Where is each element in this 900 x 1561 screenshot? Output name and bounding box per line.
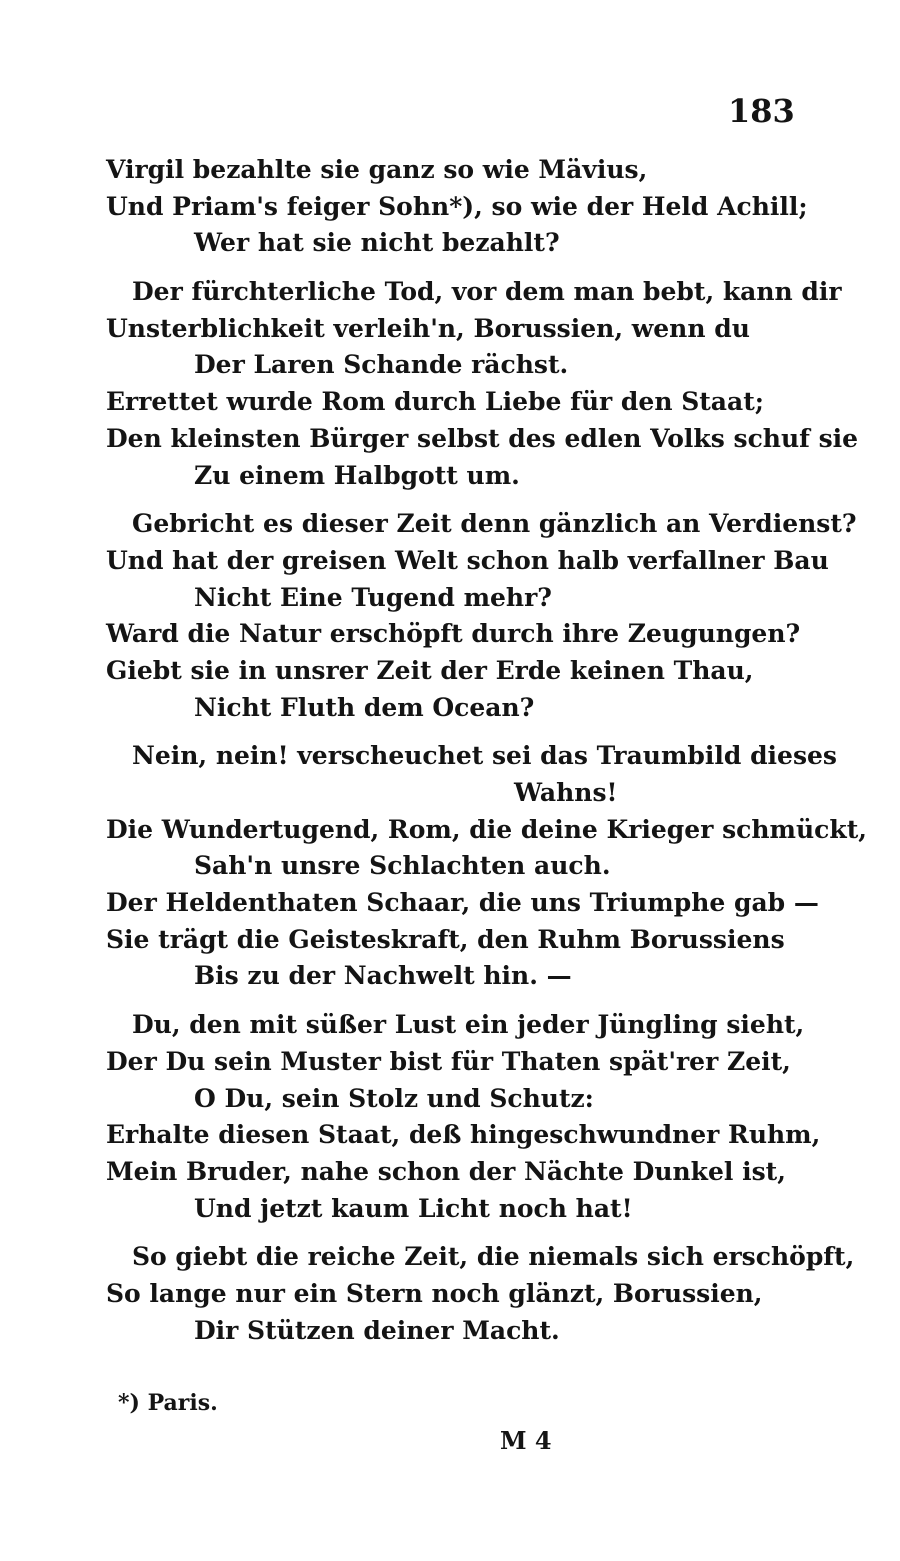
poem-line: So lange nur ein Stern noch glänzt, Borussien,	[106, 1278, 763, 1308]
poem-line: Unsterblichkeit verleih'n, Borussien, wenn du	[106, 313, 750, 343]
footnote: *) Paris.	[118, 1390, 218, 1416]
poem-line: Wahns!	[514, 778, 618, 807]
poem-line: Nicht Eine Tugend mehr?	[194, 582, 552, 612]
poem-line: Giebt sie in unsrer Zeit der Erde keinen Thau,	[106, 655, 754, 685]
stanza	[106, 152, 806, 262]
poem-line: Und Priam's feiger Sohn*), so wie der Held Achill;	[106, 191, 808, 221]
poem-line: Den kleinsten Bürger selbst des edlen Volks schuf sie	[106, 423, 859, 453]
poem-line: Der Heldenthaten Schaar, die uns Triumphe gab —	[106, 888, 819, 918]
stanza	[106, 738, 867, 995]
poem-line: Sie trägt die Geisteskraft, den Ruhm Borussiens	[106, 924, 785, 954]
stanza	[106, 1239, 855, 1349]
poem-line: So giebt die reiche Zeit, die niemals sich erschöpft,	[132, 1242, 855, 1272]
poem-line: Gebricht es dieser Zeit denn gänzlich an Verdienst?	[132, 509, 857, 539]
poem-line: Die Wundertugend, Rom, die deine Krieger schmückt,	[106, 814, 867, 844]
signature-mark: M 4	[500, 1426, 552, 1455]
poem-line: Wer hat sie nicht bezahlt?	[194, 228, 560, 258]
poem-line: Erhalte diesen Staat, deß hingeschwundner Ruhm,	[106, 1120, 821, 1150]
poem-line: Und hat der greisen Welt schon halb verfallner Bau	[106, 545, 829, 575]
poem-line: Bis zu der Nachwelt hin. —	[194, 961, 572, 991]
poem-line: Sah'n unsre Schlachten auch.	[194, 851, 611, 881]
poem-line: Dir Stützen deiner Macht.	[194, 1315, 560, 1345]
poem-line: Du, den mit süßer Lust ein jeder Jüngling sieht,	[132, 1010, 805, 1040]
poem	[106, 152, 867, 1361]
poem-line: Mein Bruder, nahe schon der Nächte Dunkel ist,	[106, 1156, 786, 1186]
poem-line: Nein, nein! verscheuchet sei das Traumbild dieses	[132, 741, 838, 771]
poem-line: Der fürchterliche Tod, vor dem man bebt, kann dir	[132, 277, 842, 307]
poem-line: Und jetzt kaum Licht noch hat!	[194, 1193, 633, 1223]
poem-line: O Du, sein Stolz und Schutz:	[194, 1083, 594, 1113]
poem-line: Errettet wurde Rom durch Liebe für den Staat;	[106, 387, 764, 417]
poem-line: Zu einem Halbgott um.	[194, 460, 520, 490]
poem-line: Der Du sein Muster bist für Thaten spät'rer Zeit,	[106, 1046, 791, 1076]
stanza	[106, 506, 857, 726]
poem-line: Virgil bezahlte sie ganz so wie Mävius,	[106, 155, 648, 184]
stanza	[106, 1007, 821, 1227]
poem-line: Nicht Fluth dem Ocean?	[194, 692, 535, 722]
poem-line: Der Laren Schande rächst.	[194, 350, 569, 380]
stanza	[106, 274, 859, 494]
poem-line: Ward die Natur erschöpft durch ihre Zeugungen?	[106, 619, 801, 649]
page-number: 183	[728, 92, 795, 130]
